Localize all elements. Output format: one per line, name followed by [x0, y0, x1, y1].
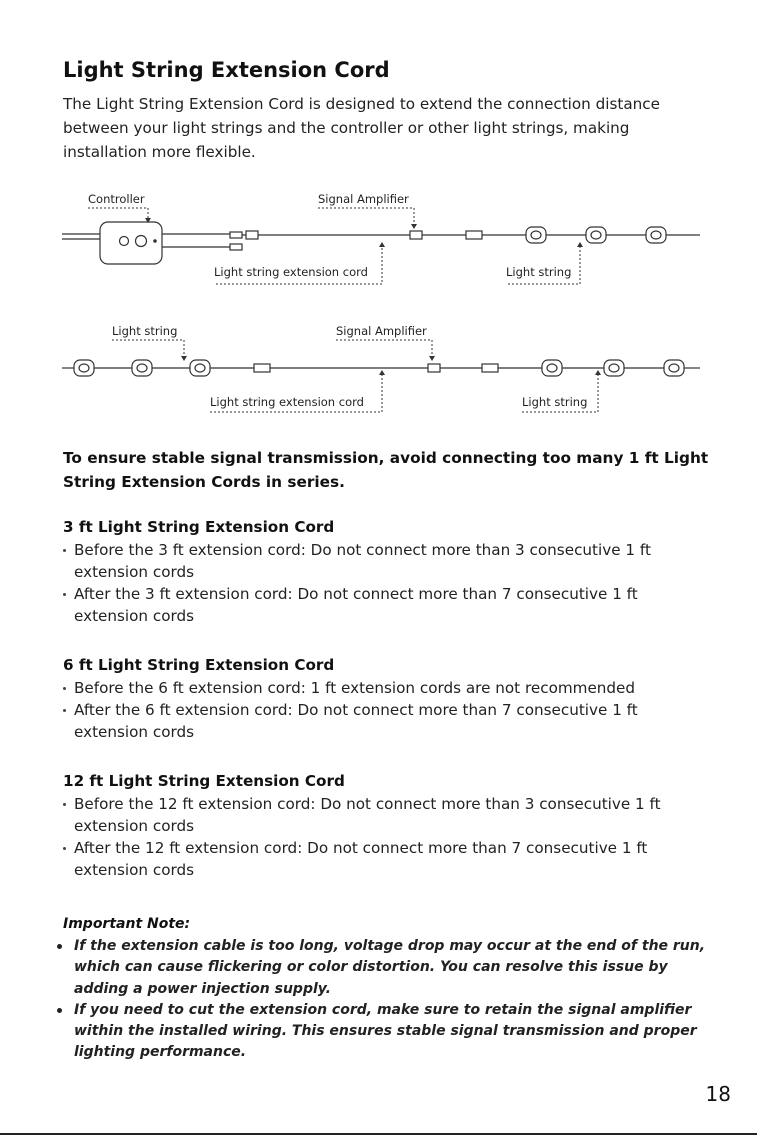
list-item: Before the 3 ft extension cord: Do not connect more than 3 consecutive 1 ft extension cords	[63, 539, 713, 583]
signal-amplifier	[410, 231, 422, 239]
amplifier-label: Signal Amplifier	[318, 192, 409, 206]
section-12ft	[63, 772, 713, 881]
light-string-left-label: Light string	[112, 324, 178, 338]
section-heading: 6 ft Light String Extension Cord	[63, 656, 335, 674]
list-item: Before the 6 ft extension cord: 1 ft extension cords are not recommended	[63, 677, 713, 699]
section-heading: 3 ft Light String Extension Cord	[63, 518, 335, 536]
warning-text: To ensure stable signal transmission, avoid connecting too many 1 ft Light String Extension Cords in series.	[63, 449, 709, 491]
intro-paragraph: The Light String Extension Cord is designed to extend the connection distance between your light strings and the controller or other light strings, making installation more flexible.	[63, 95, 660, 161]
important-note	[63, 916, 713, 1064]
section-heading: 12 ft Light String Extension Cord	[63, 772, 345, 790]
note-heading: Important Note:	[63, 916, 191, 932]
page-title: Light String Extension Cord	[63, 58, 390, 82]
extension-cord-label: Light string extension cord	[214, 265, 368, 279]
note-item: If the extension cable is too long, voltage drop may occur at the end of the run, which can cause flickering or color distortion. You can resolve this issue by adding a power injection supply.	[63, 936, 713, 1000]
light-string-label: Light string	[506, 265, 572, 279]
list-item: After the 6 ft extension cord: Do not connect more than 7 consecutive 1 ft extension cords	[63, 699, 713, 743]
controller-box	[100, 222, 162, 264]
list-item: After the 12 ft extension cord: Do not connect more than 7 consecutive 1 ft extension cords	[63, 837, 713, 881]
diagram-string-connection	[0, 312, 757, 422]
light-string-right-label: Light string	[522, 395, 588, 409]
list-item: Before the 12 ft extension cord: Do not connect more than 3 consecutive 1 ft extension cords	[63, 793, 713, 837]
amplifier-label-2: Signal Amplifier	[336, 324, 427, 338]
note-item: If you need to cut the extension cord, make sure to retain the signal amplifier within the installed wiring. This ensures stable signal transmission and proper lighting performance.	[63, 1000, 713, 1064]
controller-label: Controller	[88, 192, 145, 206]
diagram-controller-connection	[0, 180, 757, 290]
page-number: 18	[705, 1082, 731, 1106]
section-3ft	[63, 518, 713, 627]
extension-cord-label-2: Light string extension cord	[210, 395, 364, 409]
list-item: After the 3 ft extension cord: Do not connect more than 7 consecutive 1 ft extension cords	[63, 583, 713, 627]
signal-amplifier-2	[428, 364, 440, 372]
section-6ft	[63, 656, 713, 743]
